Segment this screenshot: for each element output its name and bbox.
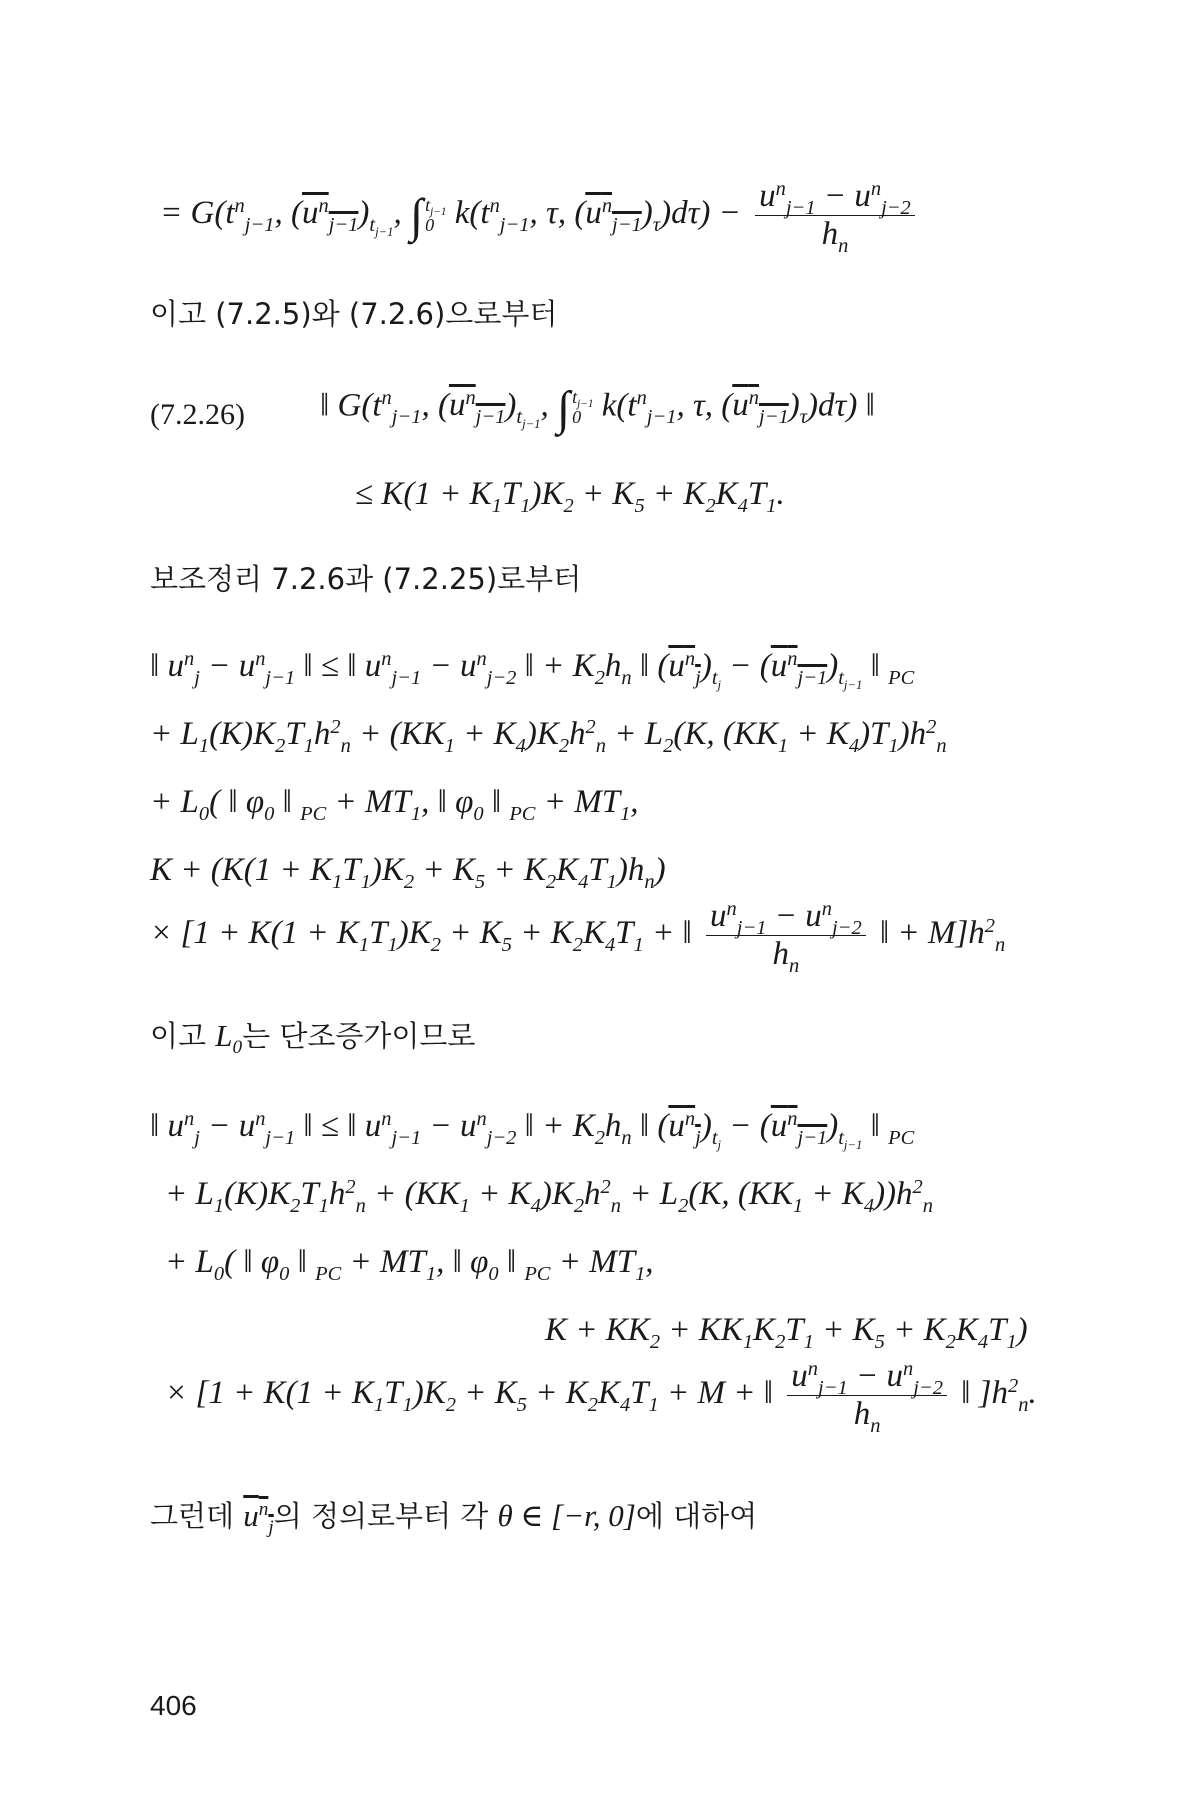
equation-number: (7.2.26) bbox=[150, 398, 245, 431]
formula-block-1-line-3: + $L_0$( ‖ $\varphi_0$ ‖ $_{PC} + MT_1$, ‖ $\varphi_0$ ‖ $_{PC} + MT_1$, bbox=[150, 784, 639, 825]
formula-7-2-26-line-2: ≤ $K(1 + K_1T_1)K_2 + K_5 + K_2K_4T_1$. bbox=[355, 476, 785, 517]
formula-block-1-line-2: + $L_1(K)K_2T_1h^2_n + (KK_1 + K_4)K_2h^2_n + L_2(K$, $(KK_1 + K_4)T_1)h^2_n$ bbox=[150, 715, 947, 757]
formula-block-2-line-2: + $L_1(K)K_2T_1h^2_n + (KK_1 + K_4)K_2h^2_n + L_2(K$, $(KK_1 + K_4))h^2_n$ bbox=[165, 1175, 933, 1217]
paragraph-4: 그런데 $u^n_j$의 정의로부터 각 θ ∈ [−r, 0]에 대하여 bbox=[150, 1498, 758, 1539]
paragraph-2: 보조정리 7.2.6과 (7.2.25)로부터 bbox=[150, 562, 582, 596]
formula-block-1-line-1: ‖ $u^n_j - u^n_{j-1}$ ‖ ≤ ‖ $u^n_{j-1} - u^n_{j-2}$ ‖ + $K_2h_n$ ‖ $(u^n_j)_{t_j} - (u^n_{j-1})_{t_{j-1}}$ ‖ $_{PC}$ bbox=[150, 647, 915, 692]
formula-block-2-line-1: ‖ $u^n_j - u^n_{j-1}$ ‖ ≤ ‖ $u^n_{j-1} - u^n_{j-2}$ ‖ + $K_2h_n$ ‖ $(u^n_j)_{t_j} - (u^n_{j-1})_{t_{j-1}}$ ‖ $_{PC}$ bbox=[150, 1107, 915, 1152]
paragraph-1: 이고 (7.2.5)와 (7.2.6)으로부터 bbox=[150, 297, 558, 331]
formula-block-2-line-4: $K + KK_2 + KK_1K_2T_1 + K_5 + K_2K_4T_1$) bbox=[545, 1312, 1028, 1353]
paragraph-3: 이고 $L_0$는 단조증가이므로 bbox=[150, 1018, 476, 1059]
formula-block-2-line-3: + $L_0$( ‖ $\varphi_0$ ‖ $_{PC} + MT_1$, ‖ $\varphi_0$ ‖ $_{PC} + MT_1$, bbox=[165, 1244, 654, 1285]
formula-block-1-line-5: × [$1 + K(1 + K_1T_1)K_2 + K_5 + K_2K_4T_1$ + ‖ $\frac{u^n_{j-1} - u^n_{j-2}}{h_n}$ ‖ + $M]h^2_n$ bbox=[150, 897, 1006, 977]
formula-block-1-line-4: $K + (K(1 + K_1T_1)K_2 + K_5 + K_2K_4T_1)h_n$) bbox=[150, 852, 666, 893]
formula-line-1: = $G(t^n_{j-1}$, $(u^n_{j-1})_{t_{j-1}}$, ∫ $t_{j-1}$ 0 $k(t^n_{j-1}$, τ, $(u^n_{j-1})_\tau)d\tau$) − $\frac{u^n_{j-1} - u^n_{j-2}}{h_n}$ bbox=[160, 180, 921, 251]
page-number: 406 bbox=[150, 1690, 197, 1721]
formula-block-2-line-5: × [$1 + K(1 + K_1T_1)K_2 + K_5 + K_2K_4T_1 + M$ + ‖ $\frac{u^n_{j-1} - u^n_{j-2}}{h_n}$ ‖ ]$h^2_n$. bbox=[165, 1357, 1037, 1437]
formula-7-2-26-line-1: ‖ $G(t^n_{j-1}$, $(u^n_{j-1})_{t_{j-1}}$, ∫ $t_{j-1}$ 0 $k(t^n_{j-1}$, τ, $(u^n_{j-1})_\tau)d\tau$) ‖ bbox=[320, 382, 875, 435]
